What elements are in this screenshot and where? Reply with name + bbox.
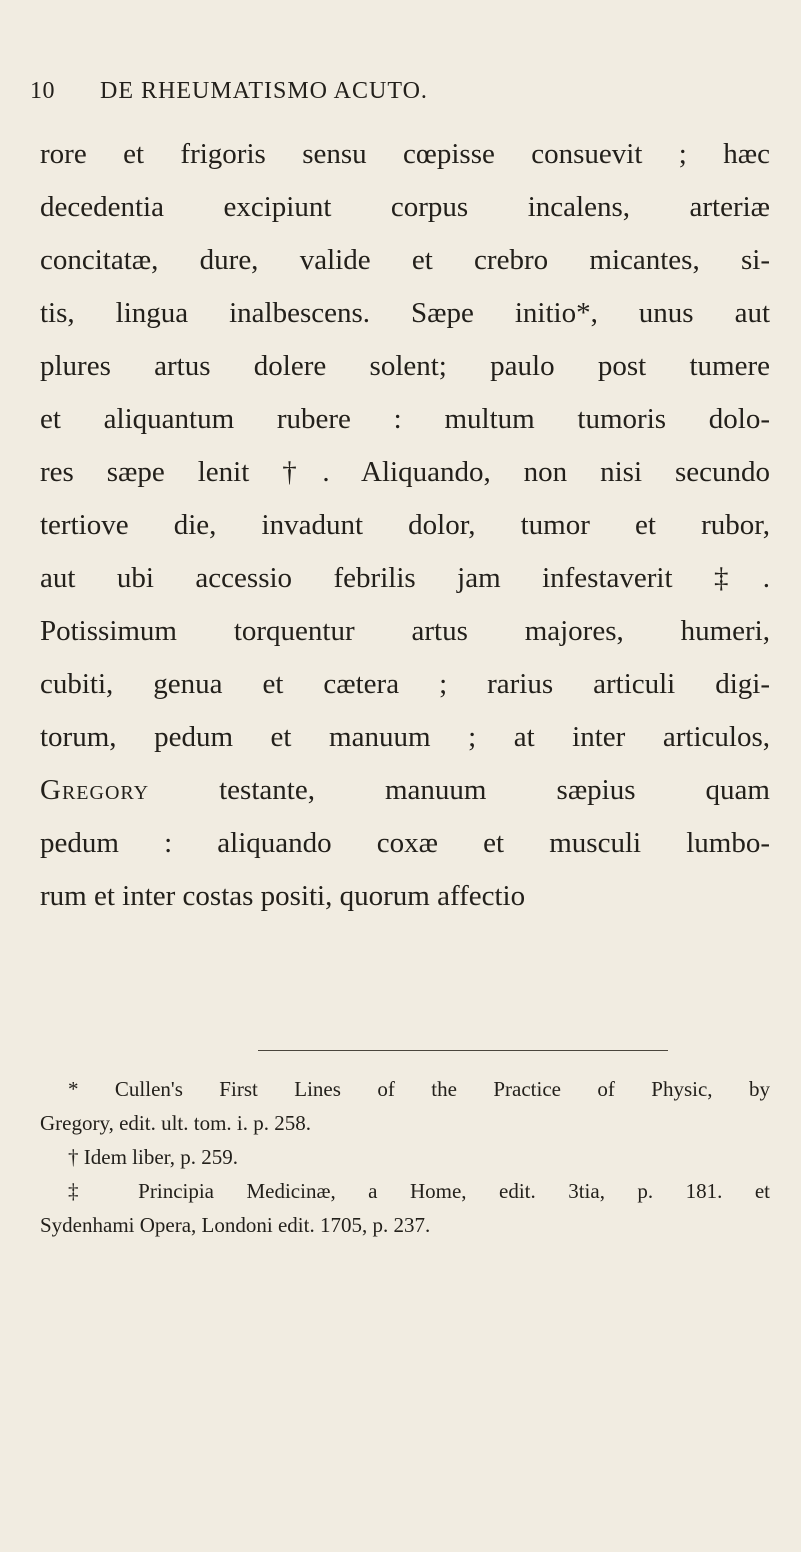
- running-head: DE RHEUMATISMO ACUTO.: [100, 78, 428, 104]
- text-line: res sæpe lenit †. Aliquando, non nisi secundo: [40, 456, 770, 488]
- text-line: et aliquantum rubere : multum tumoris dolo-: [40, 403, 770, 435]
- text-line: torum, pedum et manuum ; at inter articulos,: [40, 721, 770, 753]
- footnote-3-cont: Sydenhami Opera, Londoni edit. 1705, p. 237.: [40, 1213, 431, 1237]
- text-line: tertiove die, invadunt dolor, tumor et rubor,: [40, 509, 770, 541]
- footnote-1-cont: Gregory, edit. ult. tom. i. p. 258.: [40, 1111, 312, 1135]
- text-line: tis, lingua inalbescens. Sæpe initio*, unus aut: [40, 297, 770, 329]
- text-line: pedum : aliquando coxæ et musculi lumbo-: [40, 827, 770, 859]
- footnote-2: † Idem liber, p. 259.: [68, 1145, 239, 1169]
- text-line: [40, 764, 770, 817]
- page-header: [30, 78, 750, 114]
- text-line: decedentia excipiunt corpus incalens, arteriæ: [40, 191, 770, 223]
- footnote-1: * Cullen's First Lines of the Practice of Physic, by: [68, 1077, 770, 1101]
- main-text: [40, 128, 770, 923]
- text-line: cubiti, genua et cætera ; rarius articuli digi-: [40, 668, 770, 700]
- text-line: rum et inter costas positi, quorum affectio: [40, 880, 526, 912]
- footnote-3: ‡ Principia Medicinæ, a Home, edit. 3tia, p. 181. et: [68, 1179, 770, 1203]
- page-number: 10: [30, 78, 55, 104]
- text-line: concitatæ, dure, valide et crebro micantes, si-: [40, 244, 770, 276]
- text-fragment: testante, manuum sæpius quam: [149, 774, 770, 806]
- text-line: plures artus dolere solent; paulo post tumere: [40, 350, 770, 382]
- footnotes: [40, 1072, 770, 1242]
- footnote-divider: [258, 1050, 668, 1051]
- text-line: aut ubi accessio febrilis jam infestaverit ‡.: [40, 562, 770, 594]
- text-line: rore et frigoris sensu cœpisse consuevit ; hæc: [40, 138, 770, 170]
- text-line: Potissimum torquentur artus majores, humeri,: [40, 615, 770, 647]
- author-name-gregory: Gregory: [40, 774, 150, 806]
